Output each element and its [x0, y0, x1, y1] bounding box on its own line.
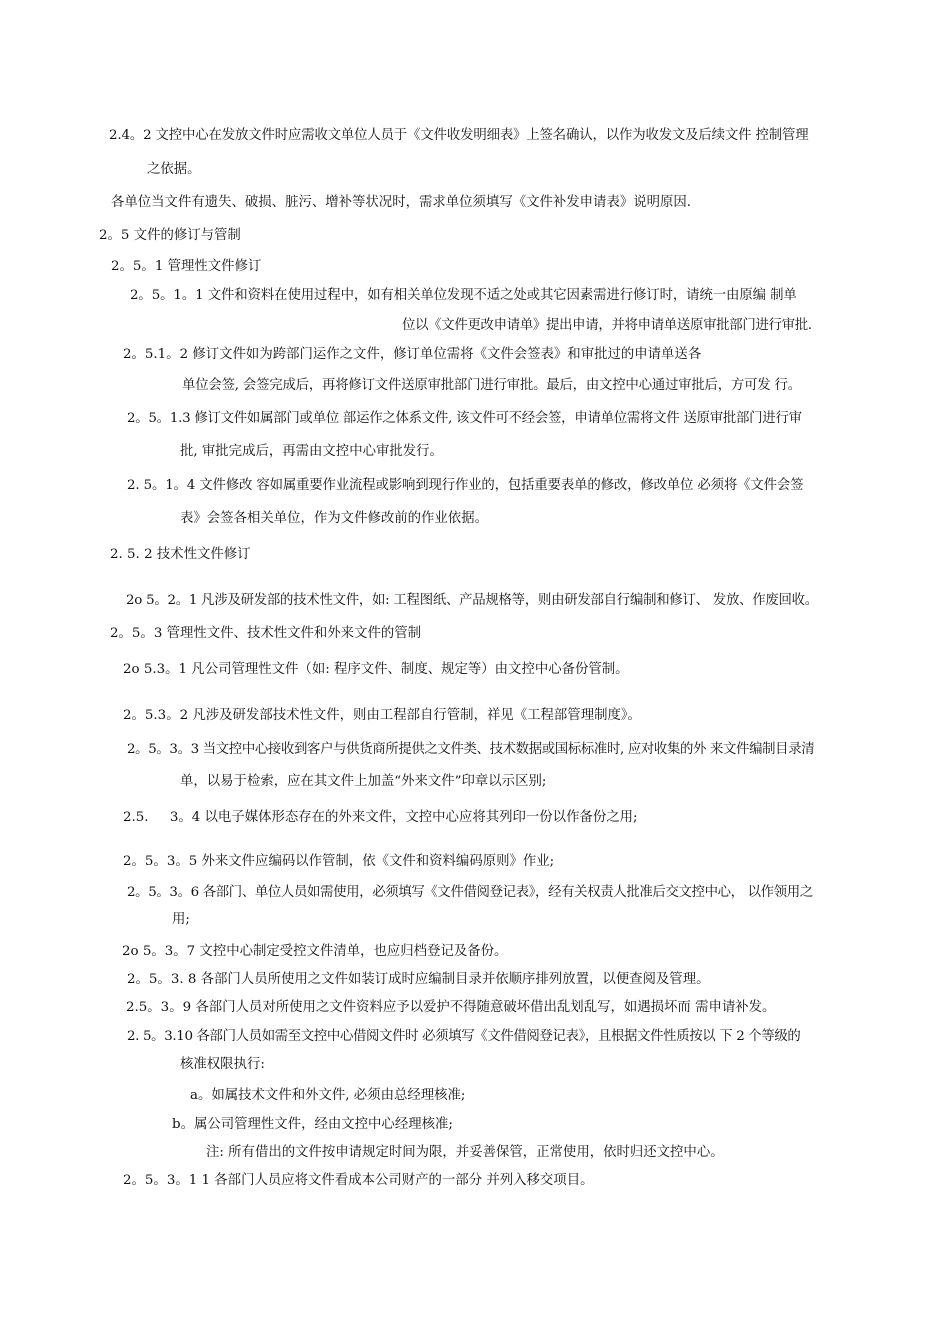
list-item: a。如属技术文件和外文件, 必须由总经理核准;: [190, 1088, 466, 1103]
text-line: 2。5。1。1 文件和资料在使用过程中，如有相关单位发现不适之处或其它因素需进行修订时，请统一由原编 制单: [130, 288, 797, 303]
text-line: 2。5。3。6 各部门、单位人员如需使用，必须填写《文件借阅登记表》，经有关权责人批准后交文控中心， 以作领用之: [127, 885, 813, 900]
text-line: 2o 5。3。7 文控中心制定受控文件清单，也应归档登记及备份。: [122, 944, 508, 959]
text-line: 2。5。3。1 1 各部门人员应将文件看成本公司财产的一部分 并列入移交项目。: [123, 1173, 594, 1188]
text-line: 之依据。: [147, 162, 201, 177]
text-line: 2o 5。2。1 凡涉及研发部的技术性文件，如: 工程图纸、产品规格等，则由研发部自行编制和修订、 发放、作废回收。: [126, 593, 818, 608]
text-line: 单，以易于检索，应在其文件上加盖“外来文件”印章以示区别;: [180, 774, 547, 789]
text-line: 2. 5。3.10 各部门人员如需至文控中心借阅文件时 必须填写《文件借阅登记表》，且根据文件性质按以 下 2 个等级的: [127, 1029, 801, 1044]
subsection-heading: 2. 5. 2 技术性文件修订: [110, 547, 251, 562]
text-line: 批, 审批完成后，再需由文控中心审批发行。: [180, 444, 443, 459]
text-line: 2。5。1.3 修订文件如属部门或单位 部运作之体系文件, 该文件可不经会签，申请单位需将文件 送原审批部门进行审: [127, 411, 802, 426]
text-line: 2。5。3。5 外来文件应编码以作管制，依《文件和资料编码原则》作业;: [123, 854, 555, 869]
text-line: 2。5.3。2 凡涉及研发部技术性文件，则由工程部自行管制，祥见《工程部管理制度》。: [123, 708, 641, 723]
text-line: 2. 5。1。4 文件修改 容如属重要作业流程或影响到现行作业的，包括重要表单的修改，修改单位 必须将《文件会签: [127, 478, 804, 493]
subsection-heading: 2。5。1 管理性文件修订: [111, 259, 262, 274]
text-line: 2。5。3。3 当文控中心接收到客户与供货商所提供之文件类、技术数据或国标标准时, 应对收集的外 来文件编制目录清: [127, 742, 815, 757]
text-line: 2.4。2 文控中心在发放文件时应需收文单位人员于《文件收发明细表》上签名确认，以作为收发文及后续文件 控制管理: [109, 128, 809, 143]
text-line: 用;: [172, 912, 190, 927]
section-heading: 2。5 文件的修订与管制: [99, 228, 241, 243]
note-line: 注: 所有借出的文件按申请规定时间为限，并妥善保管，正常使用，依时归还文控中心。: [206, 1145, 724, 1160]
text-line: 单位会签, 会签完成后，再将修订文件送原审批部门进行审批。最后，由文控中心通过审批后，方可发 行。: [182, 378, 801, 393]
subsection-heading: 2。5。3 管理性文件、技术性文件和外来文件的管制: [110, 626, 422, 641]
text-line: 位以《文件更改申请单》提出申请，并将申请单送原审批部门进行审批.: [402, 318, 812, 333]
text-line: 2。5.1。2 修订文件如为跨部门运作之文件，修订单位需将《文件会签表》和审批过的申请单送各: [123, 347, 702, 362]
text-line: 表》会签各相关单位，作为文件修改前的作业依据。: [180, 511, 488, 526]
text-line: 核准权限执行:: [180, 1057, 265, 1072]
list-item: b。属公司管理性文件，经由文控中心经理核准;: [172, 1117, 453, 1132]
text-line: 2.5. 3。4 以电子媒体形态存在的外来文件，文控中心应将其列印一份以作备份之用;: [123, 810, 638, 825]
text-line: 2o 5.3。1 凡公司管理性文件（如: 程序文件、制度、规定等）由文控中心备份管制。: [123, 662, 629, 677]
text-line: 2.5。3。9 各部门人员对所使用之文件资料应予以爱护不得随意破坏借出乱划乱写，如遇损坏而 需申请补发。: [126, 1000, 776, 1015]
text-line: 2。5。3. 8 各部门人员所使用之文件如装订成时应编制目录并依顺序排列放置，以便查阅及管理。: [127, 972, 710, 987]
text-line: 各单位当文件有遗失、破损、脏污、增补等状况时，需求单位须填写《文件补发申请表》说明原因.: [111, 195, 692, 210]
